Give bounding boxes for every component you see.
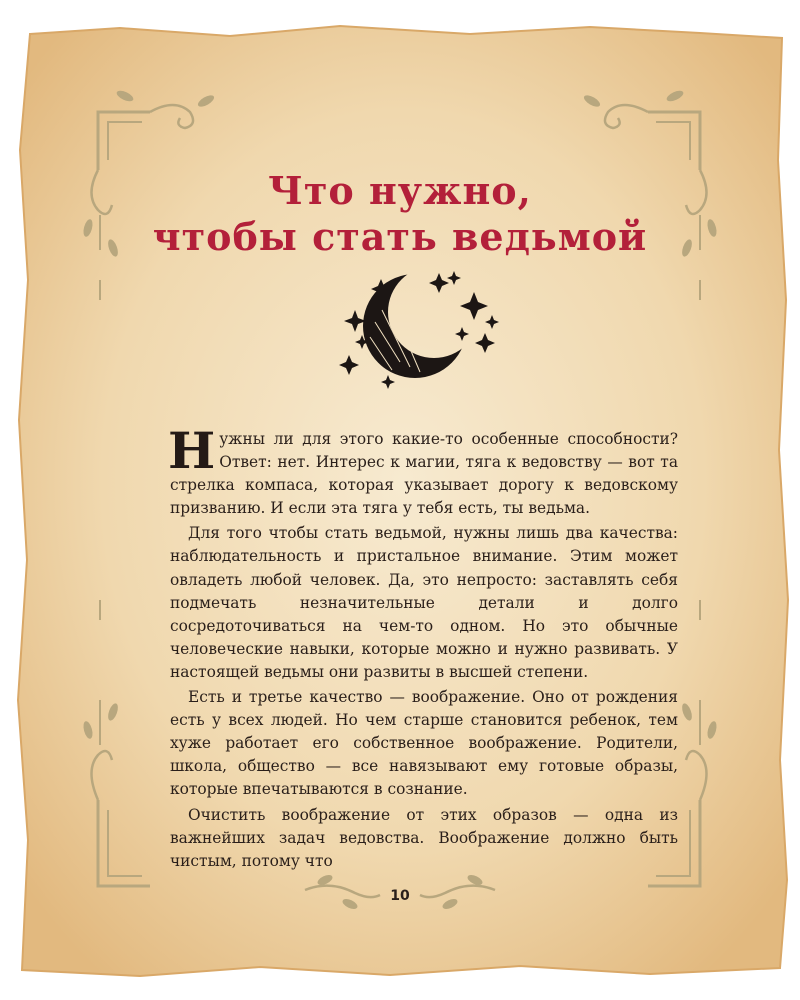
chapter-body bbox=[168, 421, 678, 873]
paragraph-1-text: ужны ли для этого какие-то особенные способности? Ответ: нет. Интерес к магии, тяга к ведовству — вот та стрелка компаса, которая указывает дорогу к ведовскому призванию. И если эта тяга у тебя есть, ты ведьма. bbox=[170, 430, 678, 518]
page-number: 10 bbox=[390, 888, 410, 904]
paragraph-4: Очистить воображение от этих образов — одна из важнейших задач ведовства. Воображение должно быть чистым, потому что bbox=[170, 805, 678, 870]
drop-cap: Н bbox=[168, 421, 216, 480]
paragraph-1 bbox=[168, 421, 678, 520]
chapter-title-line-1: Что нужно, bbox=[268, 168, 532, 213]
chapter-title bbox=[100, 168, 700, 260]
paragraph-2: Для того чтобы стать ведьмой, нужны лишь два качества: наблюдательность и пристальное внимание. Этим может овладеть любой человек. Да, это непросто: заставлять себя подмечать незначительные детали и долго сосредоточиваться на чем-то одном. Но это обычные человеческие навыки, которые можно и нужно развивать. У настоящей ведьмы они развиты в высшей степени. bbox=[170, 524, 678, 681]
crescent-moon-icon bbox=[330, 262, 500, 392]
chapter-title-line-2: чтобы стать ведьмой bbox=[152, 214, 648, 259]
paragraph-3: Есть и третье качество — воображение. Оно от рождения есть у всех людей. Но чем старше становится ребенок, тем хуже работает его собственное воображение. Родители, школа, общество — все навязывают ему готовые образы, которые впечатываются в сознание. bbox=[170, 688, 678, 799]
